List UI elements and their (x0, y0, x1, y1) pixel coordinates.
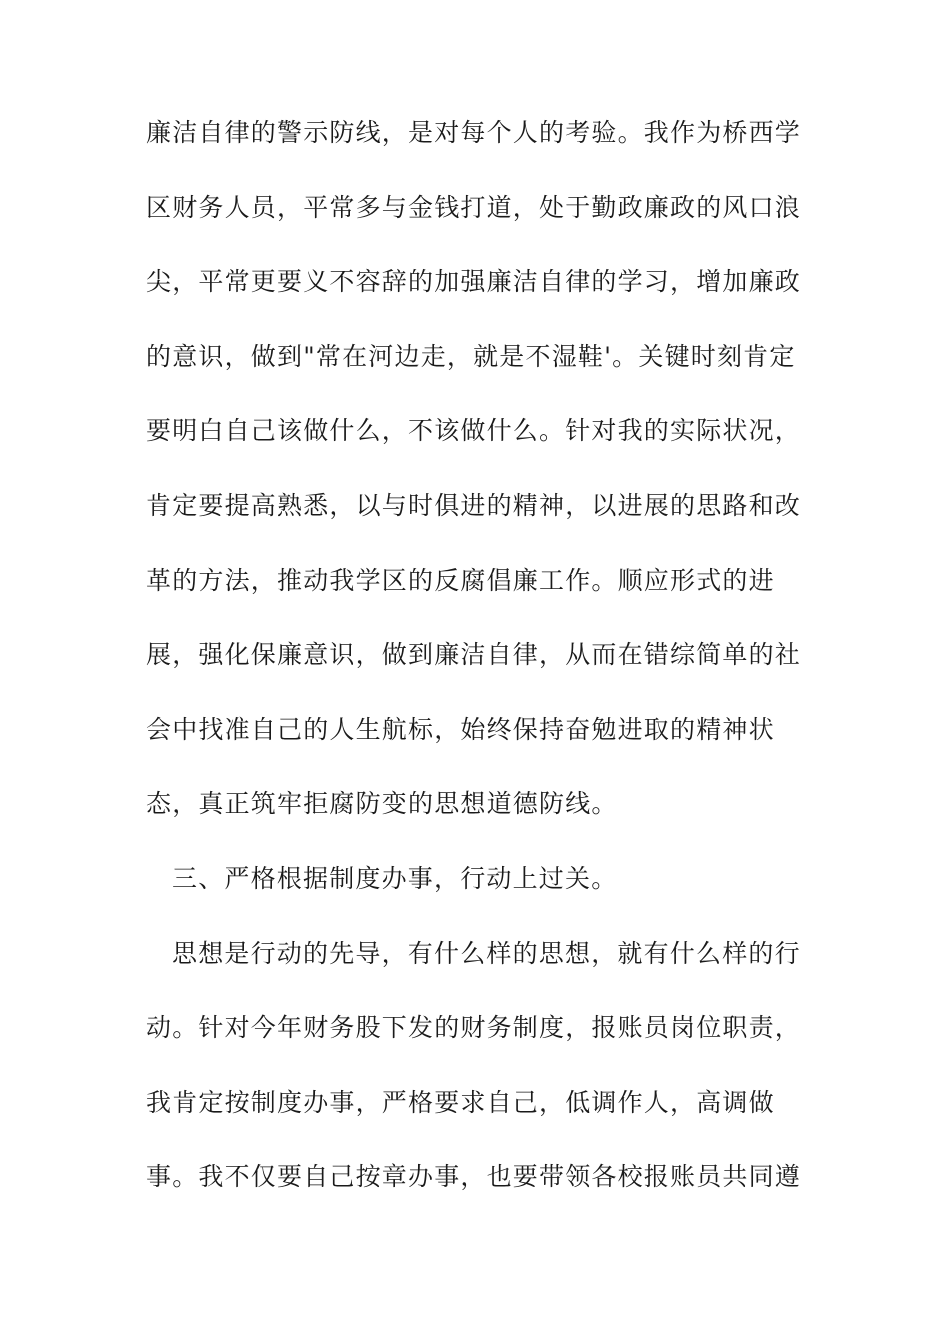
text-line: 廉洁自律的警示防线，是对每个人的考验。我作为桥西学 (146, 118, 802, 147)
text-line: 思想是行动的先导，有什么样的思想，就有什么样的行 (172, 938, 801, 968)
text-line: 肯定要提高熟悉，以与时俱进的精神，以进展的思路和改 (146, 490, 802, 520)
text-line: 革的方法，推动我学区的反腐倡廉工作。顺应形式的进 (146, 565, 775, 595)
text-line: 的意识，做到"常在河边走，就是不湿鞋'。关键时刻肯定 (146, 341, 796, 371)
body-text (146, 108, 802, 1227)
text-line: 态，真正筑牢拒腐防变的思想道德防线。 (146, 789, 618, 819)
text-line: 动。针对今年财务股下发的财务制度，报账员岗位职责， (146, 1013, 802, 1043)
text-line: 区财务人员，平常多与金钱打道，处于勤政廉政的风口浪 (146, 192, 802, 222)
text-line: 我肯定按制度办事，严格要求自己，低调作人，高调做 (146, 1087, 775, 1117)
text-line: 展，强化保廉意识，做到廉洁自律，从而在错综简单的社 (146, 640, 802, 670)
section-heading: 三、严格根据制度办事，行动上过关。 (172, 863, 618, 893)
text-line: 尖，平常更要义不容辞的加强廉洁自律的学习，增加廉政 (146, 267, 802, 297)
text-line: 会中找准自己的人生航标，始终保持奋勉进取的精神状 (146, 714, 775, 744)
text-line: 要明白自己该做什么，不该做什么。针对我的实际状况， (146, 416, 802, 446)
text-line: 事。我不仅要自己按章办事，也要带领各校报账员共同遵 (146, 1162, 802, 1192)
